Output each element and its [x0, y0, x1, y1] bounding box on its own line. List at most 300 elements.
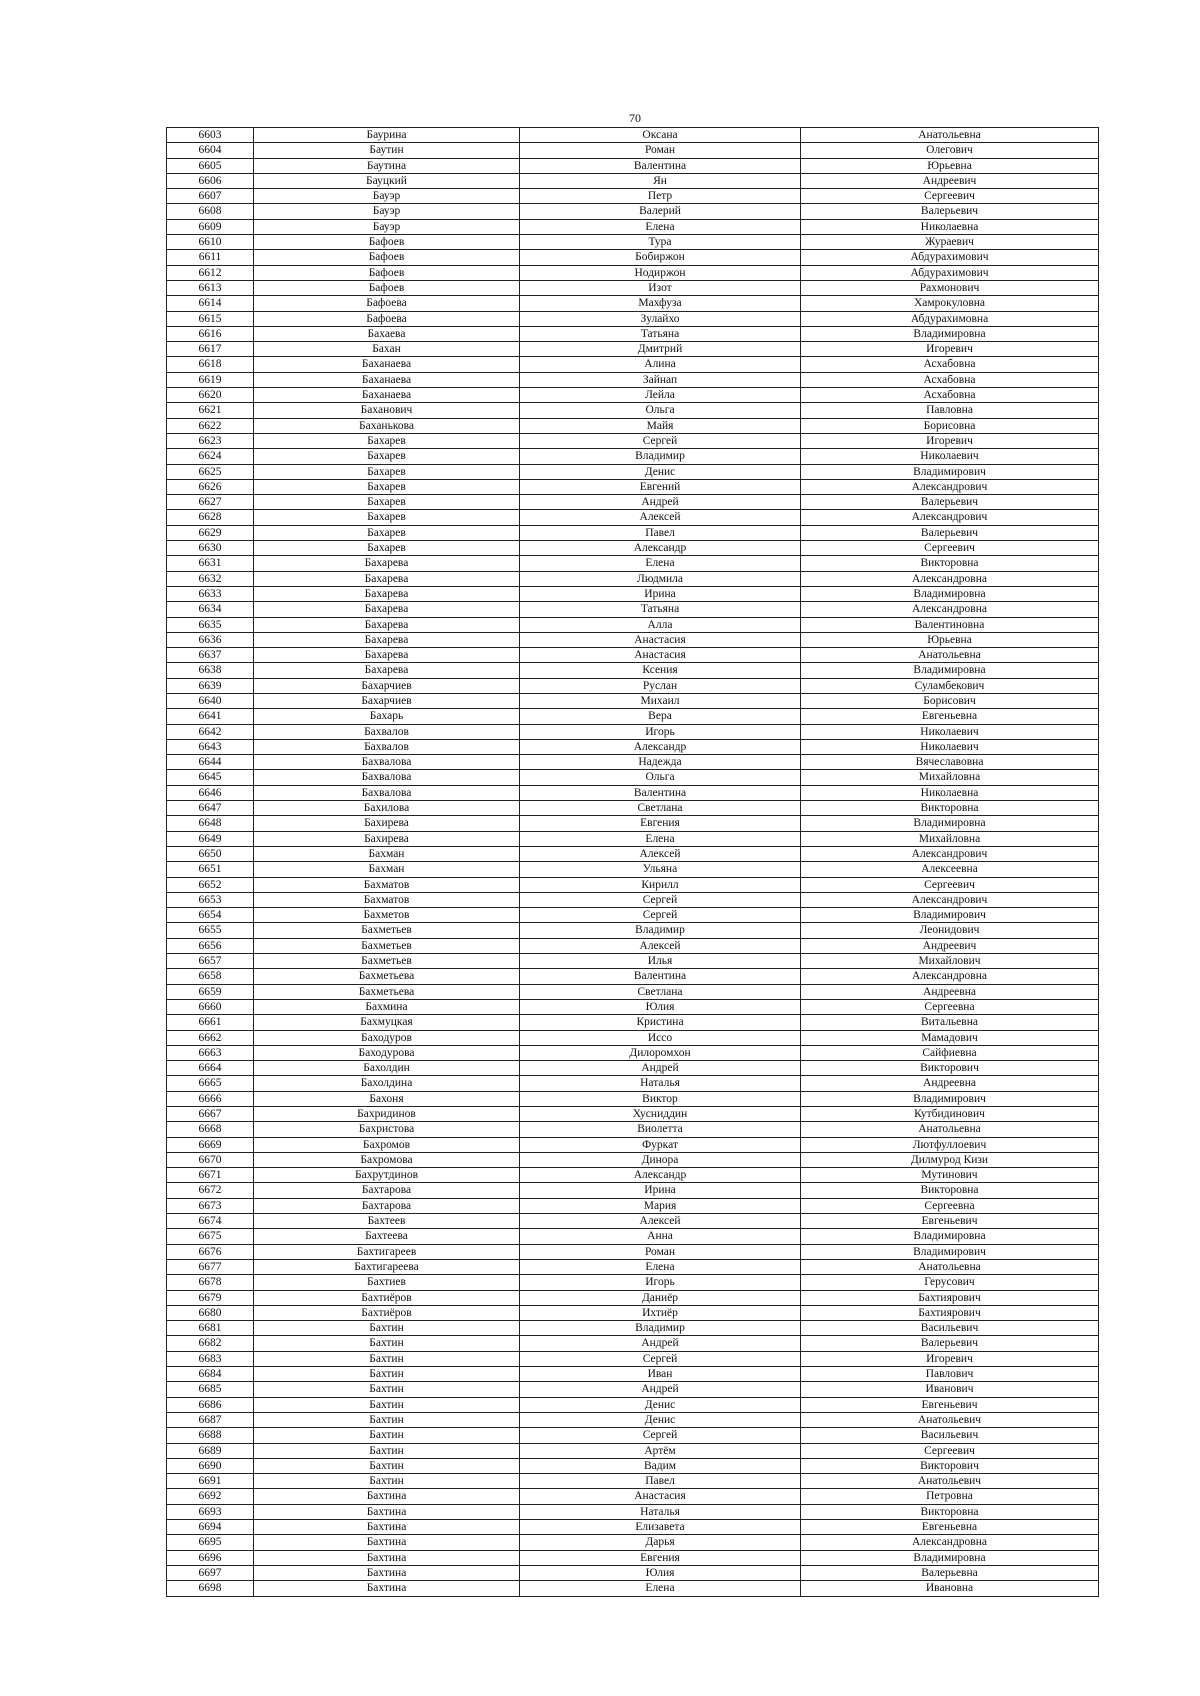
row-number-cell: 6650: [167, 846, 254, 861]
patronymic-cell: Юрьевна: [801, 158, 1099, 173]
row-number-cell: 6680: [167, 1305, 254, 1320]
patronymic-cell: Анатольевна: [801, 1122, 1099, 1137]
patronymic-cell: Викторович: [801, 1061, 1099, 1076]
row-number-cell: 6685: [167, 1382, 254, 1397]
surname-cell: Бахрутдинов: [254, 1168, 520, 1183]
table-row: [167, 388, 1099, 403]
patronymic-cell: Игоревич: [801, 342, 1099, 357]
surname-cell: Бауцкий: [254, 173, 520, 188]
patronymic-cell: Сайфиевна: [801, 1045, 1099, 1060]
patronymic-cell: Игоревич: [801, 1351, 1099, 1366]
surname-cell: Баутина: [254, 158, 520, 173]
patronymic-cell: Олегович: [801, 143, 1099, 158]
surname-cell: Бахарев: [254, 495, 520, 510]
patronymic-cell: Михайловна: [801, 770, 1099, 785]
first-name-cell: Валентина: [520, 969, 801, 984]
surname-cell: Баханович: [254, 403, 520, 418]
table-row: [167, 969, 1099, 984]
table-row: [167, 1336, 1099, 1351]
row-number-cell: 6665: [167, 1076, 254, 1091]
first-name-cell: Денис: [520, 464, 801, 479]
surname-cell: Бахолдин: [254, 1061, 520, 1076]
patronymic-cell: Андреевич: [801, 938, 1099, 953]
patronymic-cell: Евгеньевич: [801, 1214, 1099, 1229]
row-number-cell: 6609: [167, 219, 254, 234]
first-name-cell: Лейла: [520, 388, 801, 403]
first-name-cell: Ольга: [520, 403, 801, 418]
table-row: [167, 143, 1099, 158]
surname-cell: Бахтина: [254, 1565, 520, 1580]
first-name-cell: Татьяна: [520, 602, 801, 617]
table-row: [167, 1321, 1099, 1336]
row-number-cell: 6645: [167, 770, 254, 785]
table-row: [167, 1045, 1099, 1060]
row-number-cell: 6682: [167, 1336, 254, 1351]
row-number-cell: 6638: [167, 663, 254, 678]
first-name-cell: Алексей: [520, 510, 801, 525]
first-name-cell: Зулайхо: [520, 311, 801, 326]
patronymic-cell: Абдурахимович: [801, 265, 1099, 280]
table-row: [167, 984, 1099, 999]
table-row: [167, 204, 1099, 219]
first-name-cell: Павел: [520, 525, 801, 540]
patronymic-cell: Васильевич: [801, 1321, 1099, 1336]
row-number-cell: 6630: [167, 541, 254, 556]
first-name-cell: Иссо: [520, 1030, 801, 1045]
table-row: [167, 831, 1099, 846]
table-row: [167, 999, 1099, 1014]
surname-cell: Бахарев: [254, 541, 520, 556]
table-row: [167, 770, 1099, 785]
table-row: [167, 1520, 1099, 1535]
row-number-cell: 6636: [167, 632, 254, 647]
table-row: [167, 418, 1099, 433]
row-number-cell: 6671: [167, 1168, 254, 1183]
surname-cell: Бафоев: [254, 250, 520, 265]
first-name-cell: Дарья: [520, 1535, 801, 1550]
row-number-cell: 6679: [167, 1290, 254, 1305]
table-row: [167, 280, 1099, 295]
first-name-cell: Александр: [520, 541, 801, 556]
patronymic-cell: Герусович: [801, 1275, 1099, 1290]
surname-cell: Бахмуцкая: [254, 1015, 520, 1030]
patronymic-cell: Борисовна: [801, 418, 1099, 433]
surname-cell: Бахтиёров: [254, 1290, 520, 1305]
patronymic-cell: Бахтиярович: [801, 1305, 1099, 1320]
table-row: [167, 785, 1099, 800]
table-row: [167, 1259, 1099, 1274]
row-number-cell: 6605: [167, 158, 254, 173]
table-row: [167, 525, 1099, 540]
patronymic-cell: Анатольевна: [801, 1259, 1099, 1274]
first-name-cell: Мария: [520, 1198, 801, 1213]
first-name-cell: Роман: [520, 143, 801, 158]
surname-cell: Бахтин: [254, 1351, 520, 1366]
table-row: [167, 479, 1099, 494]
row-number-cell: 6627: [167, 495, 254, 510]
row-number-cell: 6660: [167, 999, 254, 1014]
row-number-cell: 6626: [167, 479, 254, 494]
row-number-cell: 6652: [167, 877, 254, 892]
table-row: [167, 1458, 1099, 1473]
table-row: [167, 1214, 1099, 1229]
surname-cell: Бафоева: [254, 311, 520, 326]
patronymic-cell: Абдурахимович: [801, 250, 1099, 265]
row-number-cell: 6632: [167, 571, 254, 586]
table-row: [167, 173, 1099, 188]
surname-cell: Бахматов: [254, 877, 520, 892]
table-row: [167, 128, 1099, 143]
surname-cell: Бахматов: [254, 892, 520, 907]
surname-cell: Бахтеев: [254, 1214, 520, 1229]
first-name-cell: Нодиржон: [520, 265, 801, 280]
table-row: [167, 602, 1099, 617]
surname-cell: Бахметьев: [254, 954, 520, 969]
surname-cell: Баходурова: [254, 1045, 520, 1060]
patronymic-cell: Александровна: [801, 571, 1099, 586]
first-name-cell: Анастасия: [520, 632, 801, 647]
surname-cell: Бахан: [254, 342, 520, 357]
table-row: [167, 219, 1099, 234]
table-row: [167, 1412, 1099, 1427]
patronymic-cell: Владимирович: [801, 464, 1099, 479]
first-name-cell: Алла: [520, 617, 801, 632]
patronymic-cell: Викторович: [801, 1458, 1099, 1473]
patronymic-cell: Владимирович: [801, 908, 1099, 923]
row-number-cell: 6618: [167, 357, 254, 372]
first-name-cell: Надежда: [520, 755, 801, 770]
first-name-cell: Илья: [520, 954, 801, 969]
patronymic-cell: Валентиновна: [801, 617, 1099, 632]
patronymic-cell: Евгеньевич: [801, 1397, 1099, 1412]
table-row: [167, 403, 1099, 418]
first-name-cell: Алексей: [520, 846, 801, 861]
row-number-cell: 6637: [167, 648, 254, 663]
first-name-cell: Евгений: [520, 479, 801, 494]
first-name-cell: Александр: [520, 1168, 801, 1183]
row-number-cell: 6639: [167, 678, 254, 693]
surname-cell: Бахтин: [254, 1443, 520, 1458]
patronymic-cell: Павлович: [801, 1367, 1099, 1382]
table-row: [167, 1535, 1099, 1550]
table-row: [167, 877, 1099, 892]
first-name-cell: Евгения: [520, 816, 801, 831]
surname-cell: Бафоев: [254, 280, 520, 295]
patronymic-cell: Викторовна: [801, 1504, 1099, 1519]
row-number-cell: 6622: [167, 418, 254, 433]
row-number-cell: 6643: [167, 739, 254, 754]
first-name-cell: Валерий: [520, 204, 801, 219]
surname-cell: Баутин: [254, 143, 520, 158]
row-number-cell: 6616: [167, 326, 254, 341]
first-name-cell: Изот: [520, 280, 801, 295]
first-name-cell: Елизавета: [520, 1520, 801, 1535]
table-row: [167, 357, 1099, 372]
surname-cell: Бахарчиев: [254, 678, 520, 693]
surname-cell: Бахметов: [254, 908, 520, 923]
surname-cell: Бахмина: [254, 999, 520, 1014]
patronymic-cell: Александрович: [801, 479, 1099, 494]
surname-cell: Бахвалова: [254, 785, 520, 800]
table-row: [167, 1137, 1099, 1152]
patronymic-cell: Андреевна: [801, 984, 1099, 999]
surname-cell: Бахолдина: [254, 1076, 520, 1091]
table-row: [167, 586, 1099, 601]
surname-cell: Бахарев: [254, 525, 520, 540]
surname-cell: Бауэр: [254, 219, 520, 234]
first-name-cell: Анна: [520, 1229, 801, 1244]
surname-cell: Бахтин: [254, 1412, 520, 1427]
patronymic-cell: Рахмонович: [801, 280, 1099, 295]
patronymic-cell: Евгеньевна: [801, 1520, 1099, 1535]
row-number-cell: 6613: [167, 280, 254, 295]
row-number-cell: 6615: [167, 311, 254, 326]
patronymic-cell: Владимировна: [801, 1550, 1099, 1565]
first-name-cell: Михаил: [520, 693, 801, 708]
table-row: [167, 1489, 1099, 1504]
table-row: [167, 908, 1099, 923]
table-row: [167, 1504, 1099, 1519]
first-name-cell: Андрей: [520, 495, 801, 510]
row-number-cell: 6661: [167, 1015, 254, 1030]
first-name-cell: Руслан: [520, 678, 801, 693]
table-row: [167, 709, 1099, 724]
patronymic-cell: Сергеевна: [801, 999, 1099, 1014]
table-row: [167, 1382, 1099, 1397]
table-row: [167, 1198, 1099, 1213]
page-number: 70: [629, 111, 641, 125]
patronymic-cell: Васильевич: [801, 1428, 1099, 1443]
surname-cell: Бахтин: [254, 1458, 520, 1473]
patronymic-cell: Сергеевич: [801, 189, 1099, 204]
surname-cell: Бахтина: [254, 1489, 520, 1504]
first-name-cell: Валентина: [520, 158, 801, 173]
row-number-cell: 6619: [167, 372, 254, 387]
first-name-cell: Владимир: [520, 923, 801, 938]
surname-cell: Бахвалова: [254, 770, 520, 785]
table-row: [167, 648, 1099, 663]
first-name-cell: Махфуза: [520, 296, 801, 311]
row-number-cell: 6683: [167, 1351, 254, 1366]
patronymic-cell: Евгеньевна: [801, 709, 1099, 724]
first-name-cell: Юлия: [520, 1565, 801, 1580]
row-number-cell: 6642: [167, 724, 254, 739]
surname-cell: Бахаева: [254, 326, 520, 341]
first-name-cell: Игорь: [520, 724, 801, 739]
patronymic-cell: Валерьевна: [801, 1565, 1099, 1580]
first-name-cell: Александр: [520, 739, 801, 754]
surname-cell: Бахирева: [254, 831, 520, 846]
first-name-cell: Павел: [520, 1474, 801, 1489]
row-number-cell: 6663: [167, 1045, 254, 1060]
surname-cell: Бахирева: [254, 816, 520, 831]
first-name-cell: Андрей: [520, 1336, 801, 1351]
first-name-cell: Даниёр: [520, 1290, 801, 1305]
surname-cell: Бахметьев: [254, 938, 520, 953]
patronymic-cell: Жураевич: [801, 235, 1099, 250]
patronymic-cell: Витальевна: [801, 1015, 1099, 1030]
table-row: [167, 510, 1099, 525]
surname-cell: Бахвалов: [254, 739, 520, 754]
surname-cell: Баходуров: [254, 1030, 520, 1045]
row-number-cell: 6628: [167, 510, 254, 525]
names-table-body: [167, 128, 1099, 1597]
row-number-cell: 6668: [167, 1122, 254, 1137]
row-number-cell: 6653: [167, 892, 254, 907]
first-name-cell: Тура: [520, 235, 801, 250]
table-row: [167, 816, 1099, 831]
table-row: [167, 1550, 1099, 1565]
row-number-cell: 6620: [167, 388, 254, 403]
row-number-cell: 6687: [167, 1412, 254, 1427]
patronymic-cell: Павловна: [801, 403, 1099, 418]
table-row: [167, 1351, 1099, 1366]
row-number-cell: 6690: [167, 1458, 254, 1473]
surname-cell: Бахвалов: [254, 724, 520, 739]
row-number-cell: 6606: [167, 173, 254, 188]
table-row: [167, 1091, 1099, 1106]
patronymic-cell: Викторовна: [801, 801, 1099, 816]
first-name-cell: Людмила: [520, 571, 801, 586]
first-name-cell: Светлана: [520, 801, 801, 816]
surname-cell: Баурина: [254, 128, 520, 143]
surname-cell: Бахарева: [254, 663, 520, 678]
table-row: [167, 250, 1099, 265]
table-row: [167, 892, 1099, 907]
first-name-cell: Татьяна: [520, 326, 801, 341]
surname-cell: Бахристова: [254, 1122, 520, 1137]
row-number-cell: 6634: [167, 602, 254, 617]
surname-cell: Бахридинов: [254, 1107, 520, 1122]
surname-cell: Бахарев: [254, 510, 520, 525]
first-name-cell: Виктор: [520, 1091, 801, 1106]
surname-cell: Бафоев: [254, 265, 520, 280]
first-name-cell: Елена: [520, 1259, 801, 1274]
surname-cell: Бахтина: [254, 1550, 520, 1565]
surname-cell: Бахарчиев: [254, 693, 520, 708]
first-name-cell: Елена: [520, 219, 801, 234]
first-name-cell: Светлана: [520, 984, 801, 999]
patronymic-cell: Владимирович: [801, 1091, 1099, 1106]
first-name-cell: Роман: [520, 1244, 801, 1259]
surname-cell: Бахарев: [254, 464, 520, 479]
first-name-cell: Сергей: [520, 433, 801, 448]
patronymic-cell: Лютфуллоевич: [801, 1137, 1099, 1152]
patronymic-cell: Николаевич: [801, 739, 1099, 754]
first-name-cell: Елена: [520, 1581, 801, 1596]
patronymic-cell: Игоревич: [801, 433, 1099, 448]
row-number-cell: 6698: [167, 1581, 254, 1596]
table-row: [167, 1244, 1099, 1259]
row-number-cell: 6686: [167, 1397, 254, 1412]
patronymic-cell: Владимировна: [801, 586, 1099, 601]
patronymic-cell: Валерьевич: [801, 1336, 1099, 1351]
table-row: [167, 158, 1099, 173]
row-number-cell: 6669: [167, 1137, 254, 1152]
surname-cell: Бахтин: [254, 1321, 520, 1336]
surname-cell: Бахтеева: [254, 1229, 520, 1244]
patronymic-cell: Александрович: [801, 892, 1099, 907]
table-row: [167, 464, 1099, 479]
surname-cell: Бахилова: [254, 801, 520, 816]
table-row: [167, 372, 1099, 387]
patronymic-cell: Александрович: [801, 510, 1099, 525]
surname-cell: Бахтина: [254, 1535, 520, 1550]
row-number-cell: 6625: [167, 464, 254, 479]
table-row: [167, 739, 1099, 754]
patronymic-cell: Мамадович: [801, 1030, 1099, 1045]
table-row: [167, 311, 1099, 326]
patronymic-cell: Вячеславовна: [801, 755, 1099, 770]
patronymic-cell: Николаевич: [801, 449, 1099, 464]
row-number-cell: 6672: [167, 1183, 254, 1198]
row-number-cell: 6657: [167, 954, 254, 969]
first-name-cell: Майя: [520, 418, 801, 433]
patronymic-cell: Валерьевич: [801, 204, 1099, 219]
patronymic-cell: Асхабовна: [801, 357, 1099, 372]
first-name-cell: Ирина: [520, 586, 801, 601]
table-row: [167, 617, 1099, 632]
first-name-cell: Юлия: [520, 999, 801, 1014]
first-name-cell: Дмитрий: [520, 342, 801, 357]
table-row: [167, 1428, 1099, 1443]
table-row: [167, 663, 1099, 678]
table-row: [167, 632, 1099, 647]
surname-cell: Бахметьев: [254, 923, 520, 938]
table-row: [167, 326, 1099, 341]
patronymic-cell: Хамрокуловна: [801, 296, 1099, 311]
surname-cell: Бахтарова: [254, 1198, 520, 1213]
table-row: [167, 265, 1099, 280]
first-name-cell: Сергей: [520, 1351, 801, 1366]
row-number-cell: 6624: [167, 449, 254, 464]
row-number-cell: 6676: [167, 1244, 254, 1259]
surname-cell: Баханаева: [254, 388, 520, 403]
first-name-cell: Дилоромхон: [520, 1045, 801, 1060]
surname-cell: Бахарь: [254, 709, 520, 724]
surname-cell: Бахтарова: [254, 1183, 520, 1198]
first-name-cell: Анастасия: [520, 648, 801, 663]
row-number-cell: 6658: [167, 969, 254, 984]
row-number-cell: 6673: [167, 1198, 254, 1213]
surname-cell: Бахарев: [254, 433, 520, 448]
row-number-cell: 6681: [167, 1321, 254, 1336]
table-row: [167, 1581, 1099, 1596]
surname-cell: Бахтин: [254, 1382, 520, 1397]
row-number-cell: 6649: [167, 831, 254, 846]
first-name-cell: Зайнап: [520, 372, 801, 387]
row-number-cell: 6621: [167, 403, 254, 418]
first-name-cell: Кристина: [520, 1015, 801, 1030]
patronymic-cell: Сергеевна: [801, 1198, 1099, 1213]
row-number-cell: 6689: [167, 1443, 254, 1458]
surname-cell: Бахман: [254, 862, 520, 877]
surname-cell: Бахтигареева: [254, 1259, 520, 1274]
first-name-cell: Денис: [520, 1397, 801, 1412]
surname-cell: Бахтиев: [254, 1275, 520, 1290]
surname-cell: Бауэр: [254, 204, 520, 219]
table-row: [167, 1443, 1099, 1458]
first-name-cell: Игорь: [520, 1275, 801, 1290]
patronymic-cell: Николаевич: [801, 724, 1099, 739]
surname-cell: Бахтин: [254, 1367, 520, 1382]
row-number-cell: 6655: [167, 923, 254, 938]
patronymic-cell: Викторовна: [801, 1183, 1099, 1198]
patronymic-cell: Валерьевич: [801, 495, 1099, 510]
table-row: [167, 1367, 1099, 1382]
patronymic-cell: Александровна: [801, 969, 1099, 984]
patronymic-cell: Алексеевна: [801, 862, 1099, 877]
